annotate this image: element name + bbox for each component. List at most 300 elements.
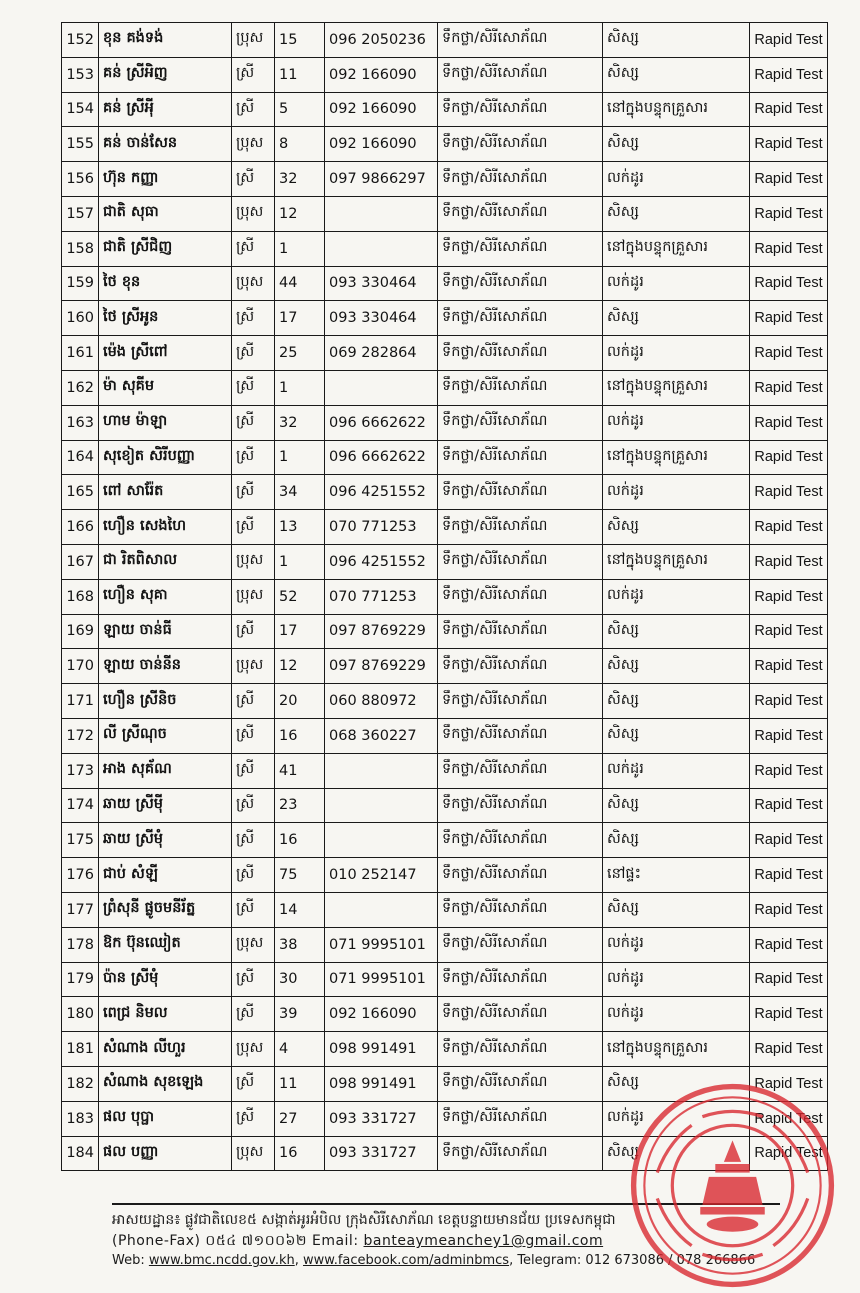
- person-occupation: នៅក្នុងបន្ទុកគ្រួសារ: [603, 231, 750, 266]
- person-location: ទឹកថ្លា/សិរីសោភ័ណ: [438, 1136, 603, 1171]
- person-name: ជា រិតពិសាល: [99, 544, 232, 579]
- person-name: ជាតិ ស្រីជិញ: [99, 231, 232, 266]
- test-type: Rapid Test: [750, 788, 828, 823]
- row-number: 176: [62, 858, 99, 893]
- person-occupation: សិស្ស: [603, 510, 750, 545]
- person-occupation: សិស្ស: [603, 788, 750, 823]
- person-name: ប៉ាន ស្រីមុំ: [99, 962, 232, 997]
- person-occupation: សិស្ស: [603, 614, 750, 649]
- person-name: ម៉ា សុគីម: [99, 370, 232, 405]
- row-number: 161: [62, 336, 99, 371]
- person-sex: ស្រី: [232, 614, 275, 649]
- person-phone: 097 8769229: [325, 614, 438, 649]
- person-location: ទឹកថ្លា/សិរីសោភ័ណ: [438, 718, 603, 753]
- person-name: ហឿន សុគា: [99, 579, 232, 614]
- row-number: 177: [62, 892, 99, 927]
- person-location: ទឹកថ្លា/សិរីសោភ័ណ: [438, 858, 603, 893]
- person-phone: 060 880972: [325, 684, 438, 719]
- person-name: ឡាយ ចាន់ធី: [99, 614, 232, 649]
- person-sex: ស្រី: [232, 440, 275, 475]
- person-occupation: នៅក្នុងបន្ទុកគ្រួសារ: [603, 370, 750, 405]
- test-type: Rapid Test: [750, 440, 828, 475]
- person-sex: ស្រី: [232, 1066, 275, 1101]
- person-phone: 096 6662622: [325, 405, 438, 440]
- person-occupation: លក់ដូរ: [603, 405, 750, 440]
- person-age: 17: [275, 301, 325, 336]
- person-location: ទឹកថ្លា/សិរីសោភ័ណ: [438, 962, 603, 997]
- table-row: [62, 997, 828, 1032]
- person-age: 44: [275, 266, 325, 301]
- person-age: 16: [275, 823, 325, 858]
- person-name: ហាម ម៉ាឡា: [99, 405, 232, 440]
- person-occupation: សិស្ស: [603, 301, 750, 336]
- table-row: [62, 718, 828, 753]
- person-age: 1: [275, 440, 325, 475]
- test-type: Rapid Test: [750, 579, 828, 614]
- test-type: Rapid Test: [750, 23, 828, 58]
- table-row: [62, 196, 828, 231]
- test-type: Rapid Test: [750, 370, 828, 405]
- person-sex: ប្រុស: [232, 1136, 275, 1171]
- test-type: Rapid Test: [750, 405, 828, 440]
- person-age: 75: [275, 858, 325, 893]
- person-occupation: លក់ដូរ: [603, 579, 750, 614]
- test-type: Rapid Test: [750, 997, 828, 1032]
- table-row: [62, 336, 828, 371]
- person-name: ផល បញ្ញា: [99, 1136, 232, 1171]
- person-name: អាង សុគ័ណ: [99, 753, 232, 788]
- person-sex: ស្រី: [232, 684, 275, 719]
- row-number: 152: [62, 23, 99, 58]
- person-phone: 092 166090: [325, 997, 438, 1032]
- person-age: 25: [275, 336, 325, 371]
- row-number: 158: [62, 231, 99, 266]
- person-location: ទឹកថ្លា/សិរីសោភ័ណ: [438, 997, 603, 1032]
- footer-telegram-label: , Telegram:: [509, 1253, 582, 1268]
- person-phone: [325, 823, 438, 858]
- person-location: ទឹកថ្លា/សិរីសោភ័ណ: [438, 753, 603, 788]
- person-sex: ប្រុស: [232, 1032, 275, 1067]
- row-number: 168: [62, 579, 99, 614]
- person-phone: 092 166090: [325, 92, 438, 127]
- person-sex: ប្រុស: [232, 649, 275, 684]
- person-age: 41: [275, 753, 325, 788]
- person-location: ទឹកថ្លា/សិរីសោភ័ណ: [438, 405, 603, 440]
- footer-separator: ,: [294, 1253, 299, 1268]
- row-number: 157: [62, 196, 99, 231]
- person-sex: ប្រុស: [232, 579, 275, 614]
- person-age: 39: [275, 997, 325, 1032]
- person-phone: [325, 370, 438, 405]
- person-location: ទឹកថ្លា/សិរីសោភ័ណ: [438, 579, 603, 614]
- person-name: ឱក ប៊ុនឈៀត: [99, 927, 232, 962]
- test-type: Rapid Test: [750, 266, 828, 301]
- person-name: ហឿន សេងហៃ: [99, 510, 232, 545]
- person-name: ឡាយ ចាន់នីន: [99, 649, 232, 684]
- row-number: 180: [62, 997, 99, 1032]
- person-age: 30: [275, 962, 325, 997]
- table-row: [62, 231, 828, 266]
- test-type: Rapid Test: [750, 92, 828, 127]
- test-type: Rapid Test: [750, 1136, 828, 1171]
- table-row: [62, 753, 828, 788]
- person-age: 23: [275, 788, 325, 823]
- person-age: 52: [275, 579, 325, 614]
- person-sex: ប្រុស: [232, 196, 275, 231]
- person-sex: ស្រី: [232, 858, 275, 893]
- table-row: [62, 266, 828, 301]
- person-age: 15: [275, 23, 325, 58]
- table-row: [62, 614, 828, 649]
- person-phone: [325, 196, 438, 231]
- person-location: ទឹកថ្លា/សិរីសោភ័ណ: [438, 440, 603, 475]
- person-sex: ស្រី: [232, 162, 275, 197]
- person-age: 1: [275, 370, 325, 405]
- test-type: Rapid Test: [750, 927, 828, 962]
- row-number: 162: [62, 370, 99, 405]
- person-phone: 096 6662622: [325, 440, 438, 475]
- person-sex: ស្រី: [232, 753, 275, 788]
- person-sex: ស្រី: [232, 962, 275, 997]
- table-row: [62, 301, 828, 336]
- person-occupation: លក់ដូរ: [603, 962, 750, 997]
- table-row: [62, 544, 828, 579]
- person-sex: ស្រី: [232, 892, 275, 927]
- table-row: [62, 823, 828, 858]
- person-phone: 098 991491: [325, 1032, 438, 1067]
- table-row: [62, 962, 828, 997]
- person-phone: 092 166090: [325, 127, 438, 162]
- person-name: ឆាយ ស្រីមុំ: [99, 823, 232, 858]
- test-type: Rapid Test: [750, 718, 828, 753]
- footer-phone-fax: (Phone-Fax) ០៥៤ ៧១០០៦២: [112, 1233, 308, 1249]
- person-occupation: សិស្ស: [603, 1066, 750, 1101]
- table-row: [62, 1032, 828, 1067]
- person-name: ហឿន ស្រីនិច: [99, 684, 232, 719]
- person-sex: ស្រី: [232, 997, 275, 1032]
- person-sex: ស្រី: [232, 788, 275, 823]
- person-occupation: លក់ដូរ: [603, 266, 750, 301]
- person-phone: 093 331727: [325, 1101, 438, 1136]
- person-age: 4: [275, 1032, 325, 1067]
- footer-facebook-link[interactable]: www.facebook.com/adminbmcs: [303, 1253, 510, 1268]
- person-age: 14: [275, 892, 325, 927]
- person-age: 1: [275, 231, 325, 266]
- person-age: 32: [275, 162, 325, 197]
- person-age: 5: [275, 92, 325, 127]
- test-type: Rapid Test: [750, 544, 828, 579]
- person-name: ពេជ្រ និមល: [99, 997, 232, 1032]
- person-location: ទឹកថ្លា/សិរីសោភ័ណ: [438, 1032, 603, 1067]
- table-row: [62, 370, 828, 405]
- person-phone: 070 771253: [325, 579, 438, 614]
- person-occupation: នៅក្នុងបន្ទុកគ្រួសារ: [603, 92, 750, 127]
- person-name: សំណាង សុខឡេង: [99, 1066, 232, 1101]
- row-number: 170: [62, 649, 99, 684]
- person-sex: ស្រី: [232, 475, 275, 510]
- person-age: 16: [275, 1136, 325, 1171]
- person-phone: 071 9995101: [325, 927, 438, 962]
- person-occupation: លក់ដូរ: [603, 336, 750, 371]
- roster-table: [61, 22, 828, 1171]
- row-number: 163: [62, 405, 99, 440]
- person-phone: [325, 753, 438, 788]
- person-occupation: សិស្ស: [603, 718, 750, 753]
- person-name: គន់ ចាន់សែន: [99, 127, 232, 162]
- person-age: 16: [275, 718, 325, 753]
- table-row: [62, 475, 828, 510]
- person-sex: ស្រី: [232, 510, 275, 545]
- person-sex: ប្រុស: [232, 127, 275, 162]
- person-location: ទឹកថ្លា/សិរីសោភ័ណ: [438, 57, 603, 92]
- row-number: 165: [62, 475, 99, 510]
- person-occupation: សិស្ស: [603, 823, 750, 858]
- person-name: ពៅ សារ៉ែត: [99, 475, 232, 510]
- person-location: ទឹកថ្លា/សិរីសោភ័ណ: [438, 127, 603, 162]
- person-location: ទឹកថ្លា/សិរីសោភ័ណ: [438, 649, 603, 684]
- test-type: Rapid Test: [750, 510, 828, 545]
- person-age: 20: [275, 684, 325, 719]
- person-phone: [325, 231, 438, 266]
- row-number: 164: [62, 440, 99, 475]
- person-phone: 069 282864: [325, 336, 438, 371]
- person-sex: ស្រី: [232, 231, 275, 266]
- person-occupation: លក់ដូរ: [603, 927, 750, 962]
- person-location: ទឹកថ្លា/សិរីសោភ័ណ: [438, 892, 603, 927]
- test-type: Rapid Test: [750, 1066, 828, 1101]
- row-number: 179: [62, 962, 99, 997]
- person-sex: ប្រុស: [232, 266, 275, 301]
- person-location: ទឹកថ្លា/សិរីសោភ័ណ: [438, 788, 603, 823]
- footer-email-label: Email:: [311, 1233, 359, 1249]
- person-phone: 097 9866297: [325, 162, 438, 197]
- row-number: 166: [62, 510, 99, 545]
- person-location: ទឹកថ្លា/សិរីសោភ័ណ: [438, 1101, 603, 1136]
- person-occupation: នៅផ្ទះ: [603, 858, 750, 893]
- table-row: [62, 92, 828, 127]
- person-location: ទឹកថ្លា/សិរីសោភ័ណ: [438, 684, 603, 719]
- test-type: Rapid Test: [750, 162, 828, 197]
- person-occupation: នៅក្នុងបន្ទុកគ្រួសារ: [603, 544, 750, 579]
- person-age: 1: [275, 544, 325, 579]
- person-age: 12: [275, 196, 325, 231]
- person-name: គន់ ស្រីអុី: [99, 92, 232, 127]
- person-occupation: នៅក្នុងបន្ទុកគ្រួសារ: [603, 440, 750, 475]
- person-name: ថៃ ស្រីអូន: [99, 301, 232, 336]
- row-number: 153: [62, 57, 99, 92]
- row-number: 154: [62, 92, 99, 127]
- person-location: ទឹកថ្លា/សិរីសោភ័ណ: [438, 266, 603, 301]
- person-sex: ប្រុស: [232, 544, 275, 579]
- person-phone: 093 330464: [325, 266, 438, 301]
- footer-telegram-number: 012 673086 / 078 266866: [585, 1253, 756, 1268]
- person-phone: [325, 892, 438, 927]
- person-phone: 093 330464: [325, 301, 438, 336]
- person-location: ទឹកថ្លា/សិរីសោភ័ណ: [438, 92, 603, 127]
- person-name: ព្រំសុនី ផ្លូចមនីរ័ត្ន: [99, 892, 232, 927]
- footer-website-link[interactable]: www.bmc.ncdd.gov.kh: [148, 1253, 295, 1268]
- test-type: Rapid Test: [750, 1101, 828, 1136]
- table-row: [62, 858, 828, 893]
- row-number: 181: [62, 1032, 99, 1067]
- person-phone: 096 4251552: [325, 475, 438, 510]
- person-name: ឆាយ ស្រីមុី: [99, 788, 232, 823]
- official-seal-icon: [625, 1078, 840, 1293]
- table-row: [62, 127, 828, 162]
- person-location: ទឹកថ្លា/សិរីសោភ័ណ: [438, 510, 603, 545]
- row-number: 178: [62, 927, 99, 962]
- person-occupation: លក់ដូរ: [603, 475, 750, 510]
- test-type: Rapid Test: [750, 753, 828, 788]
- person-sex: ស្រី: [232, 301, 275, 336]
- person-location: ទឹកថ្លា/សិរីសោភ័ណ: [438, 162, 603, 197]
- person-location: ទឹកថ្លា/សិរីសោភ័ណ: [438, 370, 603, 405]
- test-type: Rapid Test: [750, 196, 828, 231]
- person-phone: 071 9995101: [325, 962, 438, 997]
- row-number: 169: [62, 614, 99, 649]
- person-sex: ស្រី: [232, 1101, 275, 1136]
- person-location: ទឹកថ្លា/សិរីសោភ័ណ: [438, 927, 603, 962]
- person-name: ម៉េង ស្រីពៅ: [99, 336, 232, 371]
- table-row: [62, 57, 828, 92]
- person-location: ទឹកថ្លា/សិរីសោភ័ណ: [438, 614, 603, 649]
- person-age: 8: [275, 127, 325, 162]
- person-phone: 068 360227: [325, 718, 438, 753]
- person-phone: 098 991491: [325, 1066, 438, 1101]
- person-age: 11: [275, 57, 325, 92]
- person-occupation: សិស្ស: [603, 57, 750, 92]
- person-name: សំណាង លីហួរ: [99, 1032, 232, 1067]
- row-number: 183: [62, 1101, 99, 1136]
- person-name: លី ស្រីណុច: [99, 718, 232, 753]
- row-number: 155: [62, 127, 99, 162]
- person-age: 32: [275, 405, 325, 440]
- person-sex: ស្រី: [232, 405, 275, 440]
- person-sex: ស្រី: [232, 336, 275, 371]
- person-name: ថៃ ខុន: [99, 266, 232, 301]
- person-occupation: សិស្ស: [603, 684, 750, 719]
- row-number: 184: [62, 1136, 99, 1171]
- test-type: Rapid Test: [750, 649, 828, 684]
- person-location: ទឹកថ្លា/សិរីសោភ័ណ: [438, 23, 603, 58]
- person-location: ទឹកថ្លា/សិរីសោភ័ណ: [438, 336, 603, 371]
- person-occupation: លក់ដូរ: [603, 162, 750, 197]
- row-number: 171: [62, 684, 99, 719]
- person-location: ទឹកថ្លា/សិរីសោភ័ណ: [438, 196, 603, 231]
- person-sex: ស្រី: [232, 823, 275, 858]
- person-age: 27: [275, 1101, 325, 1136]
- person-name: ខុន គង់ទង់: [99, 23, 232, 58]
- person-age: 11: [275, 1066, 325, 1101]
- test-type: Rapid Test: [750, 336, 828, 371]
- row-number: 173: [62, 753, 99, 788]
- person-age: 34: [275, 475, 325, 510]
- table-row: [62, 892, 828, 927]
- row-number: 159: [62, 266, 99, 301]
- row-number: 182: [62, 1066, 99, 1101]
- person-occupation: លក់ដូរ: [603, 753, 750, 788]
- table-row: [62, 788, 828, 823]
- person-phone: 093 331727: [325, 1136, 438, 1171]
- person-location: ទឹកថ្លា/សិរីសោភ័ណ: [438, 301, 603, 336]
- test-type: Rapid Test: [750, 684, 828, 719]
- table-row: [62, 405, 828, 440]
- person-age: 13: [275, 510, 325, 545]
- person-occupation: សិស្ស: [603, 1136, 750, 1171]
- person-location: ទឹកថ្លា/សិរីសោភ័ណ: [438, 231, 603, 266]
- person-sex: ប្រុស: [232, 927, 275, 962]
- footer-email-link[interactable]: banteaymeanchey1@gmail.com: [363, 1233, 604, 1249]
- row-number: 156: [62, 162, 99, 197]
- person-phone: 092 166090: [325, 57, 438, 92]
- person-age: 17: [275, 614, 325, 649]
- table-row: [62, 684, 828, 719]
- person-name: ផល បុប្ផា: [99, 1101, 232, 1136]
- person-age: 12: [275, 649, 325, 684]
- row-number: 174: [62, 788, 99, 823]
- table-row: [62, 649, 828, 684]
- person-occupation: សិស្ស: [603, 196, 750, 231]
- test-type: Rapid Test: [750, 1032, 828, 1067]
- person-location: ទឹកថ្លា/សិរីសោភ័ណ: [438, 823, 603, 858]
- person-sex: ស្រី: [232, 57, 275, 92]
- table-row: [62, 23, 828, 58]
- row-number: 172: [62, 718, 99, 753]
- person-sex: ស្រី: [232, 92, 275, 127]
- row-number: 160: [62, 301, 99, 336]
- row-number: 167: [62, 544, 99, 579]
- test-type: Rapid Test: [750, 57, 828, 92]
- test-type: Rapid Test: [750, 301, 828, 336]
- row-number: 175: [62, 823, 99, 858]
- person-phone: 096 2050236: [325, 23, 438, 58]
- person-occupation: សិស្ស: [603, 892, 750, 927]
- table-row: [62, 579, 828, 614]
- person-sex: ស្រី: [232, 718, 275, 753]
- person-occupation: នៅក្នុងបន្ទុកគ្រួសារ: [603, 1032, 750, 1067]
- table-row: [62, 927, 828, 962]
- person-name: ជាប់ សំឡី: [99, 858, 232, 893]
- person-sex: ប្រុស: [232, 23, 275, 58]
- person-age: 38: [275, 927, 325, 962]
- person-occupation: លក់ដូរ: [603, 997, 750, 1032]
- person-name: សុខៀត សិរីបញ្ញា: [99, 440, 232, 475]
- test-type: Rapid Test: [750, 892, 828, 927]
- footer-address: អាសយដ្ឋាន៖ ផ្លូវជាតិលេខ៥ សង្កាត់អូរអំបិល ក្រុងសិរីសោភ័ណ ខេត្តបន្ទាយមានជ័យ ប្រទេសកម្ពុជា: [112, 1212, 616, 1228]
- person-name: ហ៊ុន កញ្ញា: [99, 162, 232, 197]
- person-phone: 097 8769229: [325, 649, 438, 684]
- person-phone: 070 771253: [325, 510, 438, 545]
- person-location: ទឹកថ្លា/សិរីសោភ័ណ: [438, 475, 603, 510]
- person-name: ជាតិ សុធា: [99, 196, 232, 231]
- test-type: Rapid Test: [750, 962, 828, 997]
- person-occupation: សិស្ស: [603, 23, 750, 58]
- test-type: Rapid Test: [750, 823, 828, 858]
- roster-body: [62, 23, 828, 1171]
- person-occupation: សិស្ស: [603, 127, 750, 162]
- table-row: [62, 162, 828, 197]
- table-row: [62, 440, 828, 475]
- person-phone: [325, 788, 438, 823]
- person-occupation: លក់ដូរ: [603, 1101, 750, 1136]
- test-type: Rapid Test: [750, 127, 828, 162]
- test-type: Rapid Test: [750, 475, 828, 510]
- person-sex: ស្រី: [232, 370, 275, 405]
- test-type: Rapid Test: [750, 858, 828, 893]
- person-location: ទឹកថ្លា/សិរីសោភ័ណ: [438, 1066, 603, 1101]
- test-type: Rapid Test: [750, 614, 828, 649]
- footer-web-label: Web:: [112, 1253, 145, 1268]
